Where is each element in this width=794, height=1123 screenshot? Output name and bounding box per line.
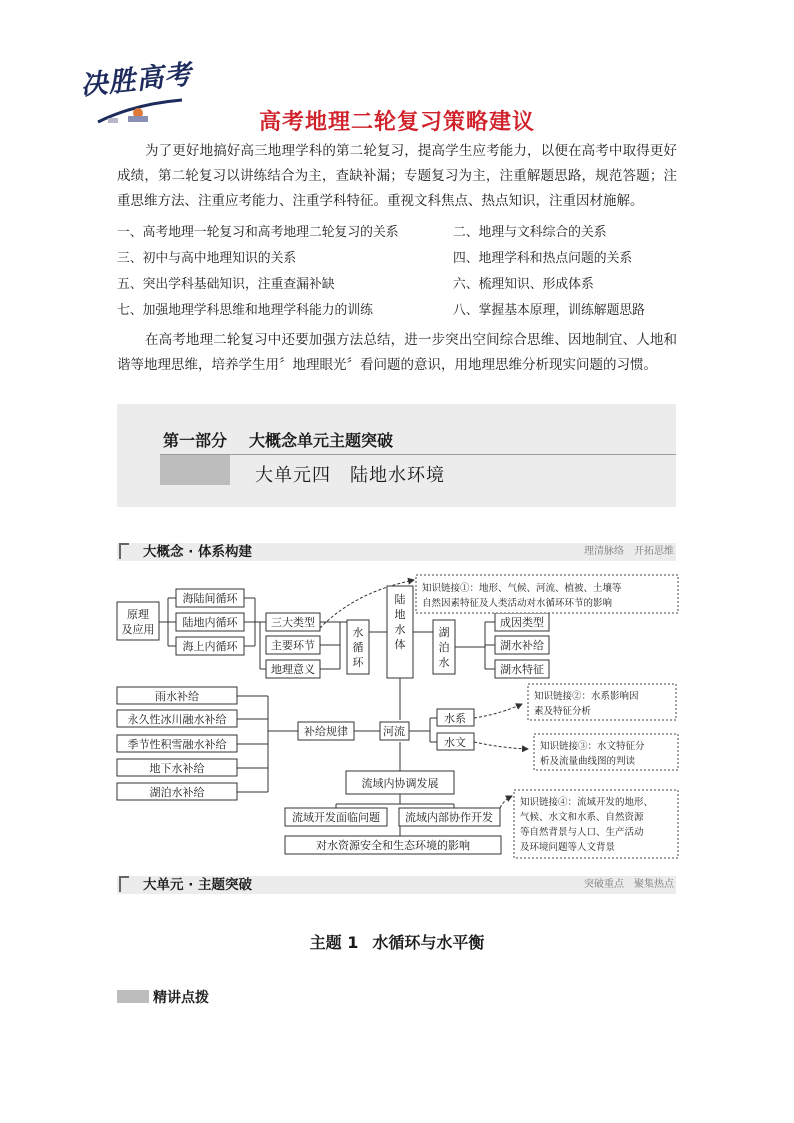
- section-title: 大概念 · 体系构建: [143, 544, 253, 560]
- summary-paragraph: 在高考地理二轮复习中还要加强方法总结，进一步突出空间综合思维、因地制宜、人地和谐等地理思维，培养学生用〞地理眼光〞看问题的意识，用地理思维分析现实问题的习惯。: [117, 332, 677, 373]
- diagram-lake: 湖: [438, 626, 450, 639]
- outline-item: 八、掌握基本原理，训练解题思路: [453, 303, 645, 318]
- topic-number: 主题 1: [309, 933, 359, 952]
- diagram-basin: 流域内协调发展: [361, 777, 439, 790]
- diagram-land-water: 水: [394, 623, 406, 636]
- diagram-supply-law: 补给规律: [304, 725, 348, 738]
- jingjiang-heading: 精讲点拨: [153, 990, 209, 1006]
- corner-bracket-icon: [119, 543, 129, 559]
- diagram-link2-l1: 知识链接②：水系影响因: [534, 691, 639, 702]
- diagram-water-cycle: 水: [352, 626, 364, 639]
- section-bar-concept: [117, 543, 676, 561]
- outline-item: 一、高考地理一轮复习和高考地理二轮复习的关系: [117, 225, 399, 240]
- section-hint: 突破重点 聚集热点: [584, 879, 674, 890]
- diagram-supply: 永久性冰川融水补给: [127, 713, 227, 726]
- diagram-land-water: 陆: [394, 593, 406, 606]
- section-bar-topic: [117, 876, 676, 894]
- diagram-link4-l3: 等自然背景与人口、生产活动: [520, 827, 644, 838]
- diagram-link3-l1: 知识链接③：水文特征分: [540, 741, 645, 752]
- diagram-lake-item: 湖水补给: [500, 639, 544, 652]
- diagram-water-cycle: 循: [352, 641, 364, 654]
- diagram-river-item: 水文: [444, 736, 466, 749]
- topic-heading: [0, 930, 794, 953]
- outline-row: [117, 220, 677, 246]
- diagram-link1-l2: 自然因素特征及人类活动对水循环环节的影响: [422, 598, 613, 609]
- diagram-land-water: 体: [394, 638, 406, 651]
- outline-list: [117, 220, 677, 324]
- diagram-lake: 泊: [438, 641, 450, 654]
- jingjiang-block: [117, 990, 149, 1003]
- diagram-basin-coop: 流域内部协作开发: [405, 811, 493, 824]
- intro-paragraph: 为了更好地搞好高三地理学科的第二轮复习，提高学生应考能力，以便在高考中取得更好成绩，第二轮复习以讲练结合为主，查缺补漏；专题复习为主，注重解题思路，规范答题；注重思维方法、注重应考能力、注重学科特征。重视文科焦点、热点知识，注重因材施解。: [117, 143, 677, 209]
- diagram-lake: 水: [438, 656, 450, 669]
- diagram-impact: 对水资源安全和生态环境的影响: [316, 839, 470, 852]
- banner-divider: [160, 454, 676, 455]
- section-hint: 理清脉络 开拓思维: [584, 546, 674, 557]
- outline-row: [117, 246, 677, 272]
- outline-row: [117, 298, 677, 324]
- diagram-principle-l1: 原理: [127, 608, 149, 621]
- diagram-land-water: 地: [394, 608, 406, 621]
- diagram-link1-l1: 知识链接①：地形、气候、河流、植被、土壤等: [422, 583, 622, 594]
- outline-item: 三、初中与高中地理知识的关系: [117, 251, 297, 266]
- diagram-cycle: 陆地内循环: [182, 616, 238, 629]
- diagram-aspect: 三大类型: [271, 616, 315, 629]
- diagram-cycle: 海陆间循环: [182, 592, 238, 605]
- diagram-water-cycle: 环: [352, 656, 364, 669]
- outline-item: 四、地理学科和热点问题的关系: [453, 251, 633, 266]
- diagram-aspect: 主要环节: [271, 639, 315, 652]
- diagram-supply: 湖泊水补给: [149, 786, 205, 799]
- banner-part-heading: [163, 428, 393, 451]
- outline-item: 二、地理与文科综合的关系: [453, 225, 607, 240]
- diagram-aspect: 地理意义: [271, 663, 315, 676]
- banner-unit-title: 大单元四 陆地水环境: [255, 465, 445, 486]
- diagram-link3-l2: 析及流量曲线图的判读: [540, 756, 636, 767]
- outline-item: 六、梳理知识、形成体系: [453, 277, 594, 292]
- diagram-lake-item: 湖水特征: [500, 663, 544, 676]
- diagram-cycle: 海上内循环: [182, 640, 238, 653]
- section-title: 大单元 · 主题突破: [143, 877, 253, 893]
- diagram-basin-problems: 流域开发面临问题: [292, 811, 380, 824]
- diagram-river: 河流: [383, 725, 405, 738]
- diagram-link2-l2: 素及特征分析: [534, 706, 592, 717]
- diagram-supply: 雨水补给: [155, 690, 199, 703]
- diagram-supply: 季节性积雪融水补给: [127, 738, 227, 751]
- banner-part-label: 第一部分: [163, 431, 228, 450]
- diagram-link4-l4: 及环境问题等人文背景: [520, 842, 616, 853]
- topic-name: 水循环与水平衡: [372, 933, 485, 952]
- banner-block: [160, 455, 230, 485]
- diagram-lake-item: 成因类型: [500, 616, 544, 629]
- page-title: 高考地理二轮复习策略建议: [258, 110, 535, 135]
- diagram-river-item: 水系: [444, 712, 466, 725]
- concept-diagram: [110, 572, 690, 862]
- outline-item: 七、加强地理学科思维和地理学科能力的训练: [117, 303, 373, 318]
- diagram-link4-l2: 气候、水文和水系、自然资源: [520, 812, 644, 823]
- corner-bracket-icon: [119, 876, 129, 892]
- diagram-supply: 地下水补给: [149, 762, 205, 775]
- banner-part-title: 大概念单元主题突破: [249, 431, 394, 450]
- logo-text: 决胜高考: [79, 59, 194, 102]
- diagram-principle-l2: 及应用: [121, 623, 155, 636]
- outline-item: 五、突出学科基础知识，注重查漏补缺: [117, 277, 335, 292]
- outline-row: [117, 272, 677, 298]
- diagram-link4-l1: 知识链接④：流域开发的地形、: [520, 797, 654, 808]
